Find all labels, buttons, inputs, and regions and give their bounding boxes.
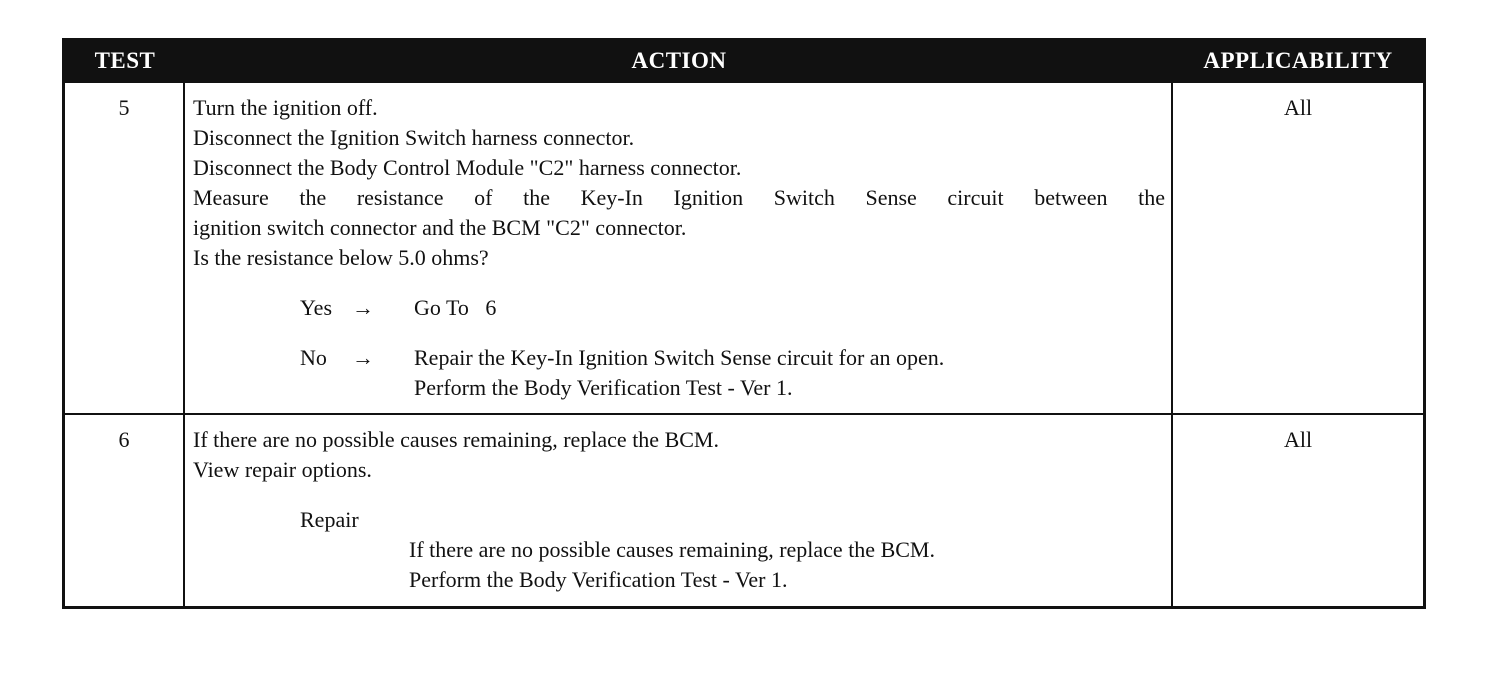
test-number: 6 (65, 415, 185, 606)
view-repair-options-link[interactable]: View repair options. (193, 457, 372, 482)
repair-label: Repair (300, 507, 359, 532)
test-number: 5 (65, 83, 185, 413)
header-test: TEST (94, 48, 156, 73)
repair-line: If there are no possible causes remaining, replace the BCM. (409, 537, 935, 562)
goto-link[interactable]: Go To 6 (414, 295, 497, 320)
action-line: ignition switch connector and the BCM "C2" connector. (193, 215, 687, 240)
yes-result (300, 293, 1165, 323)
table-header (65, 41, 1423, 81)
yes-label: Yes (300, 295, 333, 320)
no-label: No (300, 345, 327, 370)
repair-line: Perform the Body Verification Test - Ver 1. (409, 567, 788, 592)
no-result-line: Repair the Key-In Ignition Switch Sense circuit for an open. (414, 345, 945, 370)
action-line: Turn the ignition off. (193, 95, 378, 120)
action-line: Measure the resistance of the Key-In Ignition Switch Sense circuit between the (193, 185, 1165, 210)
right-arrow-icon: → (352, 345, 374, 370)
action-line: Disconnect the Body Control Module "C2" harness connector. (193, 155, 742, 180)
action-line: If there are no possible causes remaining, replace the BCM. (193, 427, 719, 452)
action-line: Disconnect the Ignition Switch harness connector. (193, 125, 635, 150)
header-action: ACTION (631, 48, 727, 73)
no-result (300, 343, 1165, 403)
diagnostic-test-table (62, 38, 1426, 609)
action-cell (185, 415, 1173, 606)
right-arrow-icon: → (352, 295, 374, 320)
table-row-test-6 (65, 413, 1423, 606)
action-cell (185, 83, 1173, 413)
applicability-value: All (1283, 95, 1313, 120)
no-result-line: Perform the Body Verification Test - Ver 1. (414, 375, 793, 400)
no-result-text (414, 343, 1165, 403)
table-row-test-5 (65, 81, 1423, 413)
applicability-value: All (1283, 427, 1313, 452)
action-line: Is the resistance below 5.0 ohms? (193, 245, 489, 270)
header-applicability: APPLICABILITY (1203, 48, 1393, 73)
